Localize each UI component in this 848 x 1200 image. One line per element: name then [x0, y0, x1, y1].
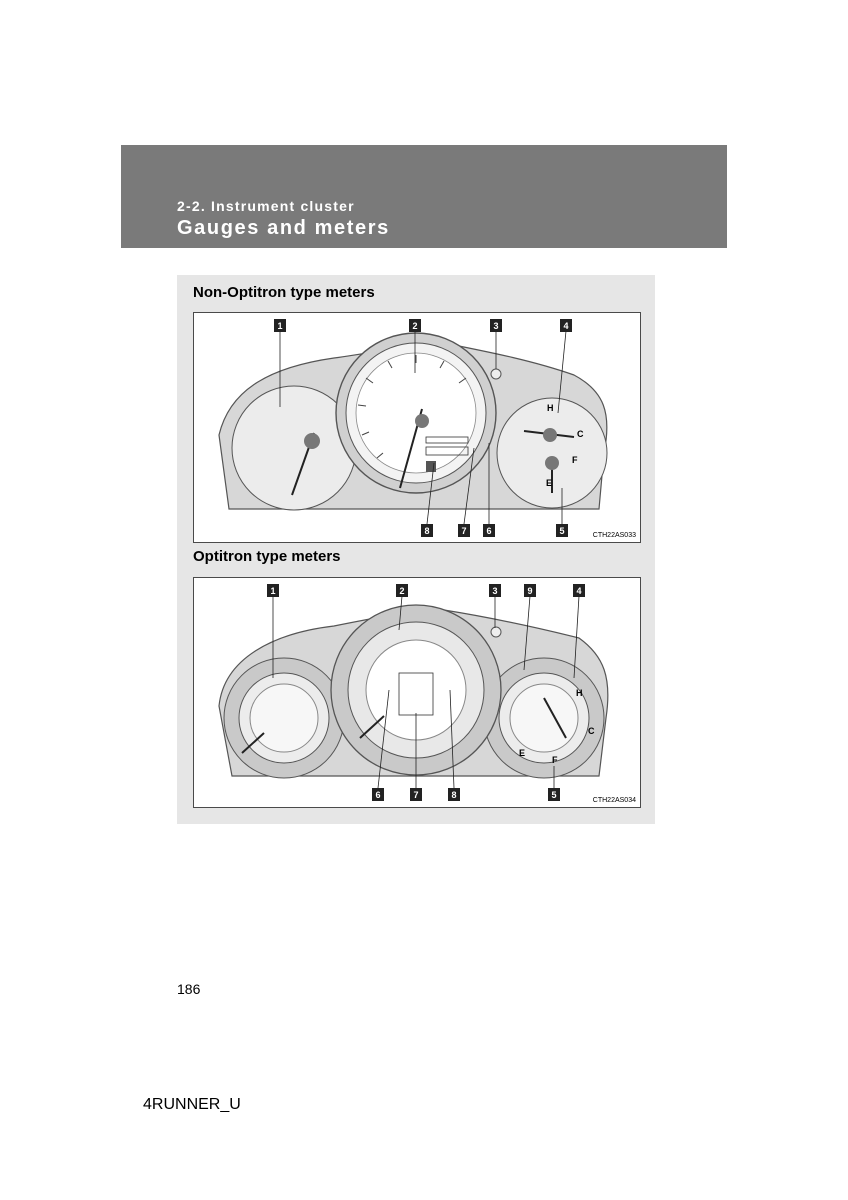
fuel-full-label: F [572, 455, 578, 465]
callout-4: 4 [576, 586, 582, 596]
temp-cold-label: C [588, 726, 595, 736]
non-optitron-illustration [193, 312, 641, 543]
callout-2: 2 [412, 321, 418, 331]
fuel-empty-label: E [546, 478, 553, 488]
callout-5: 5 [559, 526, 565, 536]
figure-caption-non-optitron: Non-Optitron type meters [193, 284, 375, 301]
chapter-header [121, 145, 727, 248]
optitron-illustration [193, 577, 641, 808]
callout-3: 3 [493, 321, 499, 331]
cluster-drawing [194, 578, 640, 807]
callout-1: 1 [277, 321, 283, 331]
section-label: 2-2. Instrument cluster [177, 198, 355, 214]
callout-3: 3 [492, 586, 498, 596]
callout-9: 9 [527, 586, 533, 596]
page-title: Gauges and meters [177, 217, 390, 239]
callout-5: 5 [551, 790, 557, 800]
page-number: 186 [177, 981, 201, 997]
figure-panel [177, 275, 655, 824]
callout-1: 1 [270, 586, 276, 596]
temp-cold-label: C [577, 429, 584, 439]
temp-hot-label: H [576, 688, 583, 698]
fuel-full-label: F [552, 755, 558, 765]
temp-hot-label: H [547, 403, 554, 413]
callout-6: 6 [486, 526, 492, 536]
figure-code: CTH22AS034 [592, 797, 636, 804]
callout-8: 8 [424, 526, 430, 536]
footer-model: 4RUNNER_U [143, 1096, 241, 1113]
figure-caption-optitron: Optitron type meters [193, 548, 341, 565]
callout-7: 7 [461, 526, 467, 536]
fuel-empty-label: E [519, 748, 526, 758]
figure-code: CTH22AS033 [592, 532, 636, 539]
callout-6: 6 [375, 790, 381, 800]
callout-7: 7 [413, 790, 419, 800]
callout-8: 8 [451, 790, 457, 800]
callout-4: 4 [563, 321, 569, 331]
cluster-drawing [194, 313, 640, 542]
callout-2: 2 [399, 586, 405, 596]
